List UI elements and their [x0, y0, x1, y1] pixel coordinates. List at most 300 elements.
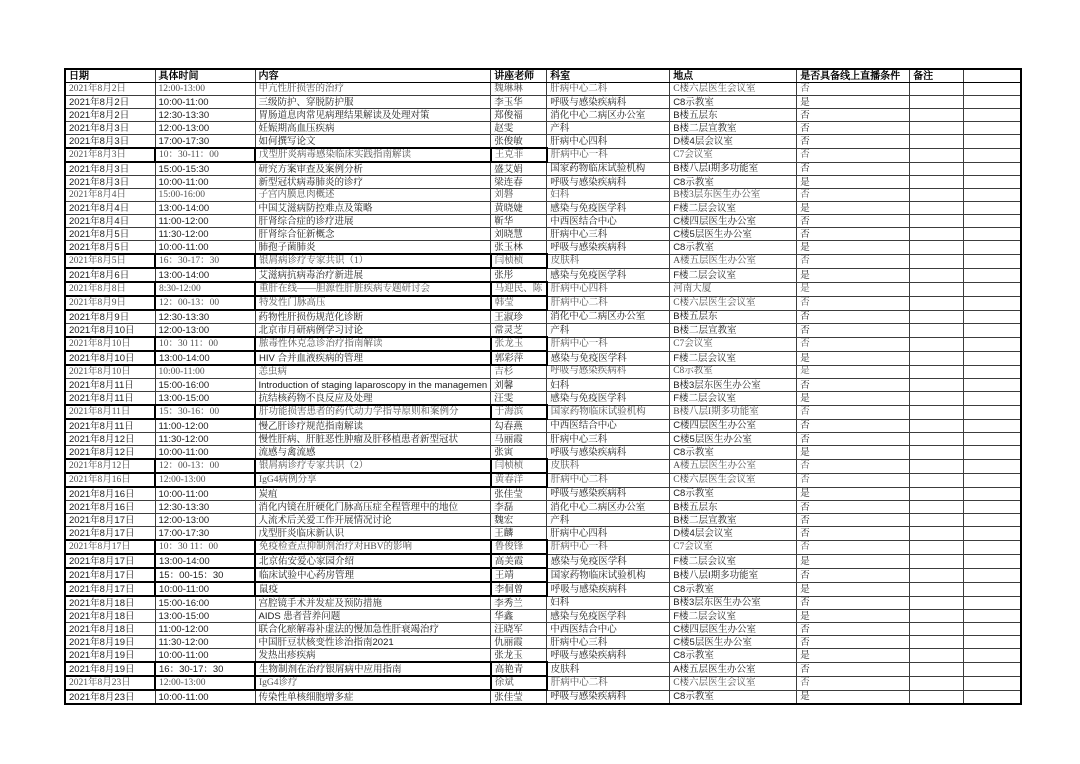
table-row [65, 662, 1021, 676]
cell-extra [964, 202, 1021, 215]
cell-extra [964, 148, 1021, 162]
table-row [65, 540, 1021, 554]
cell-department: 肝病中心一科 [547, 540, 670, 554]
cell-department: 肝病中心四科 [547, 527, 670, 541]
cell-extra [964, 662, 1021, 676]
cell-time: 11:00-12:00 [155, 623, 255, 636]
cell-content: 银屑病诊疗专家共识（1） [255, 254, 491, 268]
table-row [65, 392, 1021, 406]
cell-remarks [910, 676, 964, 690]
table-row [65, 473, 1021, 487]
cell-extra [964, 459, 1021, 473]
cell-extra [964, 162, 1021, 176]
cell-remarks [910, 337, 964, 351]
cell-time: 17:00-17:30 [155, 135, 255, 149]
cell-content: 如何撰写论文 [255, 135, 491, 149]
cell-content: 传染性单核细胞增多症 [255, 690, 491, 704]
cell-department: 产科 [547, 324, 670, 338]
table-row [65, 241, 1021, 255]
cell-time: 10：30 11：00 [155, 337, 255, 351]
lecture-schedule-table [64, 68, 1022, 705]
cell-content: 北京佑安爱心家园介绍 [255, 554, 491, 568]
table-row [65, 324, 1021, 338]
cell-live: 否 [797, 254, 910, 268]
cell-date: 2021年8月12日 [65, 446, 155, 460]
cell-remarks [910, 446, 964, 460]
cell-live: 否 [797, 514, 910, 527]
cell-lecturer: 张彤 [491, 268, 547, 282]
cell-extra [964, 405, 1021, 419]
cell-time: 11:00-12:00 [155, 215, 255, 228]
cell-lecturer: 张俊敏 [491, 135, 547, 149]
cell-live: 否 [797, 473, 910, 487]
cell-remarks [910, 189, 964, 202]
table-row [65, 446, 1021, 460]
cell-department: 感染与免疫医学科 [547, 351, 670, 365]
cell-date: 2021年8月3日 [65, 162, 155, 176]
cell-live: 否 [797, 162, 910, 176]
cell-location: C7会议室 [670, 148, 797, 162]
cell-extra [964, 109, 1021, 122]
cell-date: 2021年8月11日 [65, 379, 155, 392]
cell-extra [964, 215, 1021, 228]
cell-extra [964, 690, 1021, 704]
cell-location: D楼4层会议室 [670, 527, 797, 541]
cell-location: A楼五层医生办公室 [670, 662, 797, 676]
cell-content: HIV 合并血液疾病的管理 [255, 351, 491, 365]
table-row [65, 596, 1021, 610]
table-row [65, 176, 1021, 189]
cell-remarks [910, 636, 964, 649]
cell-content: 胃肠道息肉常见病理结果解读及处理对策 [255, 109, 491, 122]
cell-location: C楼四层医生办公室 [670, 215, 797, 228]
cell-time: 15:00-15:30 [155, 162, 255, 176]
cell-extra [964, 324, 1021, 338]
cell-date: 2021年8月10日 [65, 365, 155, 379]
cell-department: 呼吸与感染疾病科 [547, 241, 670, 255]
lecture-schedule-sheet [64, 68, 1022, 705]
cell-extra [964, 296, 1021, 310]
cell-content: 银屑病诊疗专家共识（2） [255, 459, 491, 473]
cell-time: 12:00-13:00 [155, 122, 255, 135]
cell-time: 10:00-11:00 [155, 690, 255, 704]
cell-content: 北京市月研病例学习讨论 [255, 324, 491, 338]
table-row [65, 554, 1021, 568]
cell-content: 恙虫病 [255, 365, 491, 379]
cell-remarks [910, 122, 964, 135]
table-row [65, 514, 1021, 527]
cell-remarks [910, 596, 964, 610]
cell-content: 联合化瘀解毒补虚法的慢加急性肝衰竭治疗 [255, 623, 491, 636]
cell-location: C楼六层医生会议室 [670, 83, 797, 96]
cell-location: B楼二层宣教室 [670, 122, 797, 135]
cell-remarks [910, 514, 964, 527]
table-row [65, 365, 1021, 379]
cell-remarks [910, 473, 964, 487]
table-row [65, 282, 1021, 296]
cell-time: 11:30-12:00 [155, 433, 255, 446]
cell-extra [964, 254, 1021, 268]
table-row [65, 527, 1021, 541]
cell-remarks [910, 459, 964, 473]
cell-department: 肝病中心三科 [547, 228, 670, 241]
cell-content: 炭疽 [255, 487, 491, 501]
cell-live: 否 [797, 662, 910, 676]
cell-extra [964, 487, 1021, 501]
cell-time: 11:30-12:00 [155, 228, 255, 241]
cell-date: 2021年8月4日 [65, 215, 155, 228]
cell-location: C8示教室 [670, 582, 797, 596]
cell-time: 12:30-13:30 [155, 109, 255, 122]
cell-date: 2021年8月23日 [65, 690, 155, 704]
cell-extra [964, 189, 1021, 202]
cell-extra [964, 365, 1021, 379]
cell-remarks [910, 96, 964, 109]
cell-date: 2021年8月10日 [65, 351, 155, 365]
cell-lecturer: 韩莹 [491, 296, 547, 310]
cell-extra [964, 392, 1021, 406]
cell-location: B楼五层东 [670, 310, 797, 324]
cell-content: 三级防护、穿脱防护服 [255, 96, 491, 109]
cell-extra [964, 419, 1021, 433]
column-header-department: 科室 [547, 69, 670, 83]
cell-live: 是 [797, 282, 910, 296]
table-row [65, 610, 1021, 623]
cell-location: F楼二层会议室 [670, 268, 797, 282]
cell-time: 13:00-14:00 [155, 351, 255, 365]
column-header-location: 地点 [670, 69, 797, 83]
cell-live: 是 [797, 176, 910, 189]
cell-location: F楼二层会议室 [670, 610, 797, 623]
cell-time: 15:00-16:00 [155, 379, 255, 392]
cell-date: 2021年8月5日 [65, 228, 155, 241]
cell-lecturer: 马迎民、陈 [491, 282, 547, 296]
cell-lecturer: 梁连春 [491, 176, 547, 189]
cell-extra [964, 636, 1021, 649]
cell-remarks [910, 419, 964, 433]
cell-lecturer: 张佳莹 [491, 487, 547, 501]
cell-time: 11:00-12:00 [155, 419, 255, 433]
cell-live: 是 [797, 392, 910, 406]
cell-live: 是 [797, 446, 910, 460]
cell-live: 否 [797, 228, 910, 241]
cell-content: 特发性门脉高压 [255, 296, 491, 310]
table-row [65, 419, 1021, 433]
cell-location: C楼六层医生会议室 [670, 473, 797, 487]
cell-location: F楼二层会议室 [670, 392, 797, 406]
table-row [65, 582, 1021, 596]
cell-location: C8示教室 [670, 487, 797, 501]
cell-department: 肝病中心二科 [547, 676, 670, 690]
cell-content: 临床试验中心药房管理 [255, 568, 491, 582]
cell-time: 12:00-13:00 [155, 324, 255, 338]
cell-date: 2021年8月18日 [65, 610, 155, 623]
cell-time: 13:00-14:00 [155, 554, 255, 568]
cell-time: 12:00-13:00 [155, 473, 255, 487]
cell-department: 肝病中心二科 [547, 473, 670, 487]
cell-extra [964, 623, 1021, 636]
cell-date: 2021年8月17日 [65, 514, 155, 527]
table-row [65, 501, 1021, 514]
cell-date: 2021年8月17日 [65, 554, 155, 568]
cell-live: 否 [797, 324, 910, 338]
table-row [65, 189, 1021, 202]
cell-location: C楼5层医生办公室 [670, 636, 797, 649]
cell-content: 戊型肝炎临床新认识 [255, 527, 491, 541]
cell-location: B楼3层东医生办公室 [670, 189, 797, 202]
cell-lecturer: 常灵芝 [491, 324, 547, 338]
cell-content: 人流术后关爱工作开展情况讨论 [255, 514, 491, 527]
cell-time: 10:00-11:00 [155, 446, 255, 460]
cell-date: 2021年8月16日 [65, 487, 155, 501]
cell-date: 2021年8月19日 [65, 636, 155, 649]
cell-lecturer: 靳华 [491, 215, 547, 228]
cell-extra [964, 282, 1021, 296]
cell-remarks [910, 282, 964, 296]
cell-remarks [910, 215, 964, 228]
cell-lecturer: 闫桢桢 [491, 459, 547, 473]
cell-department: 消化中心二病区办公室 [547, 310, 670, 324]
cell-remarks [910, 405, 964, 419]
cell-location: B楼八层I期多功能室 [670, 405, 797, 419]
cell-remarks [910, 662, 964, 676]
table-row [65, 310, 1021, 324]
cell-time: 12:00-13:00 [155, 83, 255, 96]
cell-live: 是 [797, 649, 910, 663]
cell-remarks [910, 433, 964, 446]
cell-live: 否 [797, 215, 910, 228]
cell-lecturer: 李侗曾 [491, 582, 547, 596]
cell-department: 肝病中心四科 [547, 135, 670, 149]
cell-date: 2021年8月5日 [65, 254, 155, 268]
cell-extra [964, 568, 1021, 582]
table-row [65, 351, 1021, 365]
table-row [65, 568, 1021, 582]
table-row [65, 459, 1021, 473]
cell-date: 2021年8月8日 [65, 282, 155, 296]
cell-lecturer: 马丽霞 [491, 433, 547, 446]
cell-department: 皮肤科 [547, 662, 670, 676]
cell-remarks [910, 310, 964, 324]
column-header-content: 内容 [255, 69, 491, 83]
cell-time: 13:00-14:00 [155, 268, 255, 282]
cell-date: 2021年8月19日 [65, 649, 155, 663]
cell-department: 肝病中心四科 [547, 282, 670, 296]
cell-content: 肺孢子菌肺炎 [255, 241, 491, 255]
cell-extra [964, 96, 1021, 109]
cell-department: 产科 [547, 122, 670, 135]
cell-date: 2021年8月2日 [65, 83, 155, 96]
cell-extra [964, 540, 1021, 554]
cell-department: 肝病中心二科 [547, 296, 670, 310]
cell-live: 否 [797, 109, 910, 122]
cell-extra [964, 582, 1021, 596]
cell-department: 感染与免疫医学科 [547, 554, 670, 568]
cell-time: 10:00-11:00 [155, 487, 255, 501]
cell-time: 12：00-13：00 [155, 296, 255, 310]
cell-time: 10:00-11:00 [155, 582, 255, 596]
cell-date: 2021年8月23日 [65, 676, 155, 690]
cell-remarks [910, 268, 964, 282]
cell-lecturer: 仇丽霞 [491, 636, 547, 649]
table-row [65, 487, 1021, 501]
cell-date: 2021年8月12日 [65, 433, 155, 446]
cell-department: 消化中心二病区办公室 [547, 501, 670, 514]
cell-content: 重肝在线——胆源性肝脏疾病专题研讨会 [255, 282, 491, 296]
cell-lecturer: 闫桢桢 [491, 254, 547, 268]
cell-content: 肝功能损害患者的药代动力学指导原则和案例分 [255, 405, 491, 419]
cell-department: 皮肤科 [547, 254, 670, 268]
cell-date: 2021年8月9日 [65, 296, 155, 310]
cell-content: 研究方案审查及案例分析 [255, 162, 491, 176]
table-row [65, 228, 1021, 241]
cell-live: 是 [797, 268, 910, 282]
cell-extra [964, 379, 1021, 392]
cell-lecturer: 刘磐 [491, 189, 547, 202]
cell-time: 16：30-17：30 [155, 662, 255, 676]
cell-department: 妇科 [547, 189, 670, 202]
column-header-date: 日期 [65, 69, 155, 83]
cell-date: 2021年8月18日 [65, 623, 155, 636]
cell-location: B楼八层I期多功能室 [670, 568, 797, 582]
cell-location: C楼四层医生办公室 [670, 419, 797, 433]
cell-location: C8示教室 [670, 446, 797, 460]
cell-remarks [910, 176, 964, 189]
cell-remarks [910, 148, 964, 162]
cell-location: A楼五层医生办公室 [670, 459, 797, 473]
cell-date: 2021年8月3日 [65, 176, 155, 189]
cell-location: C8示教室 [670, 365, 797, 379]
cell-live: 是 [797, 96, 910, 109]
cell-date: 2021年8月2日 [65, 109, 155, 122]
cell-location: C8示教室 [670, 176, 797, 189]
cell-live: 否 [797, 310, 910, 324]
cell-extra [964, 176, 1021, 189]
cell-lecturer: 刘馨 [491, 379, 547, 392]
table-row [65, 83, 1021, 96]
cell-department: 肝病中心二科 [547, 83, 670, 96]
cell-lecturer: 张寅 [491, 446, 547, 460]
cell-lecturer: 王麟 [491, 527, 547, 541]
table-row [65, 268, 1021, 282]
cell-lecturer: 高美霞 [491, 554, 547, 568]
cell-extra [964, 433, 1021, 446]
cell-remarks [910, 690, 964, 704]
cell-live: 否 [797, 337, 910, 351]
cell-time: 15:00-16:00 [155, 596, 255, 610]
cell-time: 10：30-11：00 [155, 148, 255, 162]
cell-remarks [910, 392, 964, 406]
cell-live: 否 [797, 540, 910, 554]
cell-date: 2021年8月11日 [65, 392, 155, 406]
cell-department: 妇科 [547, 596, 670, 610]
table-header-row [65, 69, 1021, 83]
cell-remarks [910, 241, 964, 255]
cell-live: 否 [797, 405, 910, 419]
cell-live: 否 [797, 527, 910, 541]
cell-lecturer: 徐斌 [491, 676, 547, 690]
cell-content: Introduction of staging laparoscopy in the managemen [255, 379, 491, 392]
cell-content: 肝肾综合症的诊疗进展 [255, 215, 491, 228]
cell-content: 慢性肝病、肝脏恶性肿瘤及肝移植患者新型冠状 [255, 433, 491, 446]
cell-extra [964, 676, 1021, 690]
cell-date: 2021年8月16日 [65, 501, 155, 514]
cell-extra [964, 527, 1021, 541]
table-row [65, 649, 1021, 663]
cell-department: 妇科 [547, 379, 670, 392]
table-row [65, 148, 1021, 162]
cell-remarks [910, 162, 964, 176]
cell-time: 15:00-16:00 [155, 189, 255, 202]
cell-remarks [910, 202, 964, 215]
cell-time: 10:00-11:00 [155, 649, 255, 663]
cell-content: 子宫内膜息肉概述 [255, 189, 491, 202]
cell-content: 中国肝豆状核变性诊治指南2021 [255, 636, 491, 649]
cell-department: 产科 [547, 514, 670, 527]
cell-location: C8示教室 [670, 96, 797, 109]
cell-lecturer: 张龙玉 [491, 649, 547, 663]
cell-date: 2021年8月19日 [65, 662, 155, 676]
cell-lecturer: 张玉林 [491, 241, 547, 255]
cell-content: 艾滋病抗病毒治疗新进展 [255, 268, 491, 282]
cell-department: 中西医结合中心 [547, 419, 670, 433]
cell-content: 药物性肝损伤规范化诊断 [255, 310, 491, 324]
cell-content: 甲亢性肝损害的治疗 [255, 83, 491, 96]
cell-date: 2021年8月16日 [65, 473, 155, 487]
cell-lecturer: 李秀兰 [491, 596, 547, 610]
cell-lecturer: 黄晓婕 [491, 202, 547, 215]
cell-extra [964, 135, 1021, 149]
cell-lecturer: 李磊 [491, 501, 547, 514]
cell-content: 肝肾综合征新概念 [255, 228, 491, 241]
cell-content: 慢乙肝诊疗规范指南解读 [255, 419, 491, 433]
cell-extra [964, 351, 1021, 365]
cell-live: 是 [797, 487, 910, 501]
cell-remarks [910, 554, 964, 568]
cell-time: 10：30 11：00 [155, 540, 255, 554]
cell-time: 13:00-14:00 [155, 202, 255, 215]
cell-location: B楼3层东医生办公室 [670, 596, 797, 610]
cell-department: 国家药物临床试验机构 [547, 568, 670, 582]
cell-remarks [910, 228, 964, 241]
cell-department: 呼吸与感染疾病科 [547, 582, 670, 596]
cell-time: 13:00-15:00 [155, 392, 255, 406]
cell-extra [964, 473, 1021, 487]
cell-department: 肝病中心三科 [547, 433, 670, 446]
cell-content: IgG4病例分享 [255, 473, 491, 487]
cell-date: 2021年8月4日 [65, 189, 155, 202]
cell-department: 感染与免疫医学科 [547, 268, 670, 282]
cell-time: 15：30-16：00 [155, 405, 255, 419]
cell-time: 12:00-13:00 [155, 514, 255, 527]
table-row [65, 623, 1021, 636]
cell-date: 2021年8月4日 [65, 202, 155, 215]
cell-lecturer: 汪雯 [491, 392, 547, 406]
cell-lecturer: 王淑珍 [491, 310, 547, 324]
cell-date: 2021年8月11日 [65, 405, 155, 419]
cell-remarks [910, 527, 964, 541]
cell-department: 呼吸与感染疾病科 [547, 690, 670, 704]
cell-live: 否 [797, 501, 910, 514]
cell-content: 发热出疹疾病 [255, 649, 491, 663]
table-row [65, 202, 1021, 215]
cell-content: 妊娠期高血压疾病 [255, 122, 491, 135]
cell-location: D楼4层会议室 [670, 135, 797, 149]
cell-live: 否 [797, 189, 910, 202]
table-row [65, 215, 1021, 228]
cell-location: C8示教室 [670, 690, 797, 704]
cell-live: 否 [797, 83, 910, 96]
